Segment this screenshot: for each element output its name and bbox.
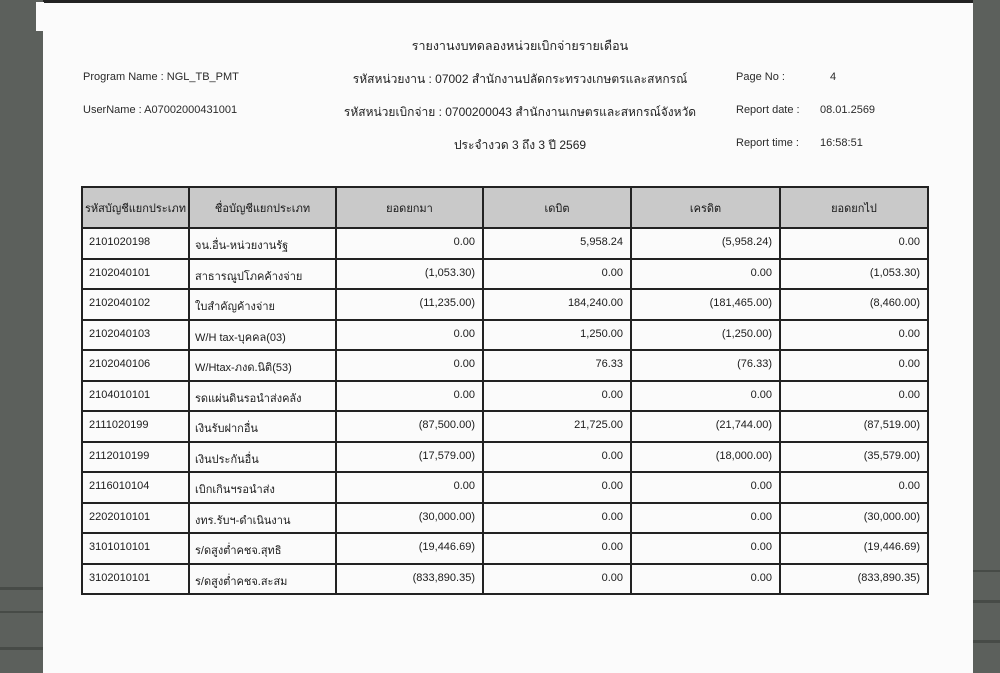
header-account-code: รหัสบัญชีแยกประเภท <box>82 187 189 228</box>
debit-cell: 5,958.24 <box>483 228 631 259</box>
carry-forward-cell: (87,500.00) <box>336 411 483 442</box>
carry-out-cell: (8,460.00) <box>780 289 928 320</box>
account-code-cell: 2202010101 <box>82 503 189 534</box>
scan-artifact-line <box>0 587 43 590</box>
table-row <box>82 533 928 564</box>
carry-forward-cell: 0.00 <box>336 228 483 259</box>
carry-out-cell: 0.00 <box>780 320 928 351</box>
table-row <box>82 411 928 442</box>
carry-out-cell: (30,000.00) <box>780 503 928 534</box>
header-account-name: ชื่อบัญชีแยกประเภท <box>189 187 336 228</box>
carry-forward-cell: 0.00 <box>336 381 483 412</box>
scan-top-edge <box>43 0 973 3</box>
header-debit: เดบิต <box>483 187 631 228</box>
debit-cell: 21,725.00 <box>483 411 631 442</box>
carry-forward-cell: (30,000.00) <box>336 503 483 534</box>
page-no-value: 4 <box>830 71 837 83</box>
report-date-value: 08.01.2569 <box>820 104 876 116</box>
credit-cell: 0.00 <box>631 381 780 412</box>
disbursement-line: รหัสหน่วยเบิกจ่าย : 0700200043 สำนักงานเกษตรและสหกรณ์จังหวัด <box>343 105 697 119</box>
credit-cell: (5,958.24) <box>631 228 780 259</box>
carry-out-cell: (833,890.35) <box>780 564 928 595</box>
account-name-cell: เงินประกันอื่น <box>189 442 336 473</box>
carry-out-cell: 0.00 <box>780 472 928 503</box>
scan-artifact-line <box>973 640 1000 643</box>
report-time-value: 16:58:51 <box>820 137 863 149</box>
carry-out-cell: (1,053.30) <box>780 259 928 290</box>
credit-cell: (181,465.00) <box>631 289 780 320</box>
carry-out-cell: 0.00 <box>780 228 928 259</box>
debit-cell: 0.00 <box>483 442 631 473</box>
credit-cell: (1,250.00) <box>631 320 780 351</box>
carry-forward-cell: (833,890.35) <box>336 564 483 595</box>
table-row <box>82 442 928 473</box>
carry-forward-cell: 0.00 <box>336 472 483 503</box>
credit-cell: 0.00 <box>631 533 780 564</box>
carry-out-cell: (19,446.69) <box>780 533 928 564</box>
debit-cell: 0.00 <box>483 259 631 290</box>
account-name-cell: ใบสำคัญค้างจ่าย <box>189 289 336 320</box>
account-name-cell: เบิกเกินฯรอนำส่ง <box>189 472 336 503</box>
report-date-label: Report date : <box>736 104 800 116</box>
table-row <box>82 259 928 290</box>
account-code-cell: 2104010101 <box>82 381 189 412</box>
carry-forward-cell: (11,235.00) <box>336 289 483 320</box>
carry-out-cell: (87,519.00) <box>780 411 928 442</box>
page-no-label: Page No : <box>736 71 785 83</box>
debit-cell: 184,240.00 <box>483 289 631 320</box>
scan-artifact-line <box>973 570 1000 572</box>
account-code-cell: 2102040106 <box>82 350 189 381</box>
debit-cell: 0.00 <box>483 564 631 595</box>
debit-cell: 0.00 <box>483 472 631 503</box>
table-row <box>82 381 928 412</box>
account-code-cell: 2112010199 <box>82 442 189 473</box>
program-name: Program Name : NGL_TB_PMT <box>83 71 239 83</box>
table-row <box>82 228 928 259</box>
credit-cell: 0.00 <box>631 259 780 290</box>
carry-out-cell: 0.00 <box>780 381 928 412</box>
trial-balance-table <box>81 186 929 595</box>
account-code-cell: 2101020198 <box>82 228 189 259</box>
carry-out-cell: 0.00 <box>780 350 928 381</box>
account-code-cell: 2102040103 <box>82 320 189 351</box>
credit-cell: (21,744.00) <box>631 411 780 442</box>
account-name-cell: รดแผ่นดินรอนำส่งคลัง <box>189 381 336 412</box>
account-code-cell: 2116010104 <box>82 472 189 503</box>
carry-forward-cell: (17,579.00) <box>336 442 483 473</box>
credit-cell: (76.33) <box>631 350 780 381</box>
credit-cell: 0.00 <box>631 503 780 534</box>
scan-artifact-line <box>0 611 43 613</box>
table-row <box>82 503 928 534</box>
credit-cell: (18,000.00) <box>631 442 780 473</box>
scan-artifact-line <box>0 647 43 650</box>
account-name-cell: W/Htax-ภงด.นิติ(53) <box>189 350 336 381</box>
table-row <box>82 350 928 381</box>
table-row <box>82 472 928 503</box>
account-code-cell: 2111020199 <box>82 411 189 442</box>
period-line: ประจำงวด 3 ถึง 3 ปี 2569 <box>453 138 587 152</box>
credit-cell: 0.00 <box>631 472 780 503</box>
debit-cell: 1,250.00 <box>483 320 631 351</box>
table-row <box>82 320 928 351</box>
username: UserName : A07002000431001 <box>83 104 238 116</box>
table-header-row <box>82 187 928 228</box>
account-code-cell: 2102040102 <box>82 289 189 320</box>
table-row <box>82 564 928 595</box>
account-code-cell: 3101010101 <box>82 533 189 564</box>
debit-cell: 76.33 <box>483 350 631 381</box>
header-carry-out: ยอดยกไป <box>780 187 928 228</box>
account-name-cell: ร/ดสูงต่ำคชจ.สะสม <box>189 564 336 595</box>
account-name-cell: งทร.รับฯ-ดำเนินงาน <box>189 503 336 534</box>
agency-line: รหัสหน่วยงาน : 07002 สำนักงานปลัดกระทรวงเกษตรและสหกรณ์ <box>352 72 688 86</box>
account-name-cell: สาธารณูปโภคค้างจ่าย <box>189 259 336 290</box>
account-name-cell: ร/ดสูงต่ำคชจ.สุทธิ <box>189 533 336 564</box>
table-row <box>82 289 928 320</box>
debit-cell: 0.00 <box>483 533 631 564</box>
credit-cell: 0.00 <box>631 564 780 595</box>
carry-forward-cell: (19,446.69) <box>336 533 483 564</box>
header-credit: เครดิต <box>631 187 780 228</box>
carry-forward-cell: 0.00 <box>336 320 483 351</box>
account-name-cell: เงินรับฝากอื่น <box>189 411 336 442</box>
debit-cell: 0.00 <box>483 503 631 534</box>
carry-forward-cell: 0.00 <box>336 350 483 381</box>
carry-forward-cell: (1,053.30) <box>336 259 483 290</box>
report-time-label: Report time : <box>736 137 799 149</box>
carry-out-cell: (35,579.00) <box>780 442 928 473</box>
account-code-cell: 3102010101 <box>82 564 189 595</box>
debit-cell: 0.00 <box>483 381 631 412</box>
paper-edge-notch <box>36 2 44 31</box>
scan-artifact-line <box>973 600 1000 603</box>
header-carry-forward: ยอดยกมา <box>336 187 483 228</box>
report-title: รายงานงบทดลองหน่วยเบิกจ่ายรายเดือน <box>411 39 629 53</box>
account-name-cell: จน.อื่น-หน่วยงานรัฐ <box>189 228 336 259</box>
account-code-cell: 2102040101 <box>82 259 189 290</box>
account-name-cell: W/H tax-บุคคล(03) <box>189 320 336 351</box>
